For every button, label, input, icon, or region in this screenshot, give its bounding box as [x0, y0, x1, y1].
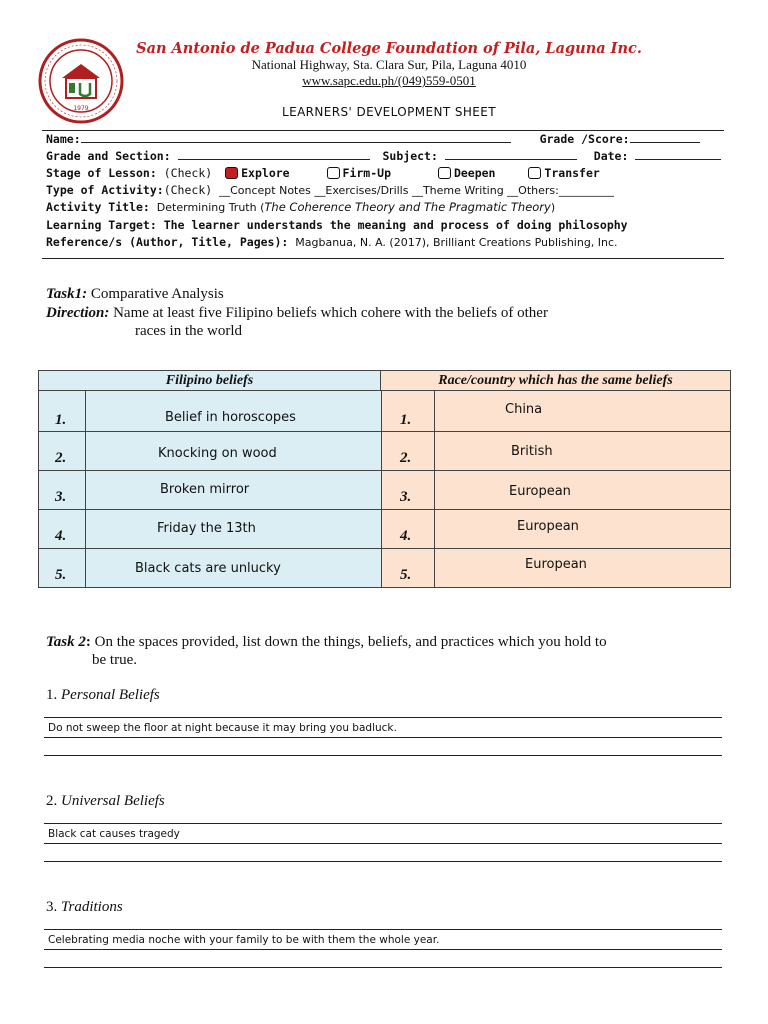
task2-heading: Task 2: On the spaces provided, list down the things, beliefs, and practices which you hold to [46, 634, 607, 650]
row-number: 2. [400, 450, 412, 466]
row-number: 5. [400, 567, 412, 583]
table-header-filipino-beliefs: Filipino beliefs [39, 371, 381, 391]
answer-line[interactable] [44, 967, 722, 968]
divider-top [42, 130, 724, 131]
personal-beliefs-answer[interactable]: Do not sweep the floor at night because it may bring you badluck. [48, 722, 397, 734]
row-divider [39, 509, 730, 510]
grade-score-field[interactable] [630, 132, 700, 143]
stage-firmup-checkbox[interactable] [327, 167, 340, 179]
filipino-belief-cell: Broken mirror [160, 482, 250, 497]
row-number: 1. [55, 412, 67, 428]
row-divider [39, 431, 730, 432]
answer-line[interactable] [44, 755, 722, 756]
column-divider [381, 391, 382, 587]
filipino-beliefs-column [39, 371, 381, 587]
row-divider [39, 548, 730, 549]
section-universal-beliefs: 2. Universal Beliefs [46, 793, 165, 809]
answer-line[interactable] [44, 737, 722, 738]
row-divider [39, 470, 730, 471]
row-number: 1. [400, 412, 412, 428]
learning-target-row: Learning Target: The learner understands the meaning and process of doing philosophy [46, 218, 628, 232]
traditions-answer[interactable]: Celebrating media noche with your family to be with them the whole year. [48, 934, 440, 946]
country-cell: China [505, 402, 543, 417]
activity-title-row: Activity Title: Determining Truth (The Coherence Theory and The Pragmatic Theory) [46, 200, 556, 214]
country-cell: European [517, 519, 579, 534]
row-number: 5. [55, 567, 67, 583]
answer-line[interactable] [44, 929, 722, 930]
activity-type-options[interactable]: __Concept Notes __Exercises/Drills __Theme Writing __Others:__________ [219, 184, 614, 197]
task1-direction-cont: races in the world [135, 323, 243, 339]
row-number: 2. [55, 450, 67, 466]
sheet-title: LEARNERS' DEVELOPMENT SHEET [282, 105, 496, 119]
task1-heading: Task1: Comparative Analysis [46, 286, 224, 302]
stage-row: Stage of Lesson: (Check) Explore Firm-Up Deepen Transfer [46, 166, 600, 180]
filipino-belief-cell: Belief in horoscopes [165, 410, 296, 425]
date-field[interactable] [635, 149, 721, 160]
filipino-belief-cell: Friday the 13th [157, 521, 256, 536]
name-row: Name: Grade /Score: [46, 132, 726, 146]
table-header-race-country: Race/country which has the same beliefs [381, 371, 730, 391]
column-divider [85, 391, 86, 587]
filipino-belief-cell: Knocking on wood [158, 446, 277, 461]
college-address: National Highway, Sta. Clara Sur, Pila, Laguna 4010 [251, 57, 527, 72]
section-traditions: 3. Traditions [46, 899, 123, 915]
country-cell: British [511, 444, 553, 459]
column-divider [434, 391, 435, 587]
row-number: 3. [400, 489, 412, 505]
answer-line[interactable] [44, 843, 722, 844]
answer-line[interactable] [44, 717, 722, 718]
row-number: 3. [55, 489, 67, 505]
beliefs-table [38, 370, 731, 588]
stage-transfer-checkbox[interactable] [528, 167, 541, 179]
activity-type-row: Type of Activity:(Check) __Concept Notes __Exercises/Drills __Theme Writing __Others:__________ [46, 183, 614, 197]
name-field[interactable] [81, 132, 511, 143]
subject-field[interactable] [445, 149, 577, 160]
row-number: 4. [55, 528, 67, 544]
task2-heading-cont: be true. [92, 652, 137, 668]
filipino-belief-cell: Black cats are unlucky [135, 561, 281, 576]
country-cell: European [525, 557, 587, 572]
answer-line[interactable] [44, 949, 722, 950]
svg-text:1979: 1979 [73, 105, 89, 112]
answer-line[interactable] [44, 861, 722, 862]
divider-bottom [42, 258, 724, 259]
country-cell: European [509, 484, 571, 499]
stage-explore-checkbox[interactable] [225, 167, 238, 179]
stage-deepen-checkbox[interactable] [438, 167, 451, 179]
references-row: Reference/s (Author, Title, Pages): Magbanua, N. A. (2017), Brilliant Creations Publishing, Inc. [46, 235, 618, 249]
universal-beliefs-answer[interactable]: Black cat causes tragedy [48, 828, 180, 840]
college-name: San Antonio de Padua College Foundation of Pila, Laguna Inc. [136, 40, 642, 57]
answer-line[interactable] [44, 823, 722, 824]
grade-section-row: Grade and Section: Subject: Date: [46, 149, 726, 163]
grade-section-field[interactable] [178, 149, 370, 160]
section-personal-beliefs: 1. Personal Beliefs [46, 687, 160, 703]
task1-direction: Direction: Name at least five Filipino beliefs which cohere with the beliefs of other [46, 305, 548, 321]
college-contact-link[interactable]: www.sapc.edu.ph/(049)559-0501 [302, 73, 476, 88]
row-number: 4. [400, 528, 412, 544]
